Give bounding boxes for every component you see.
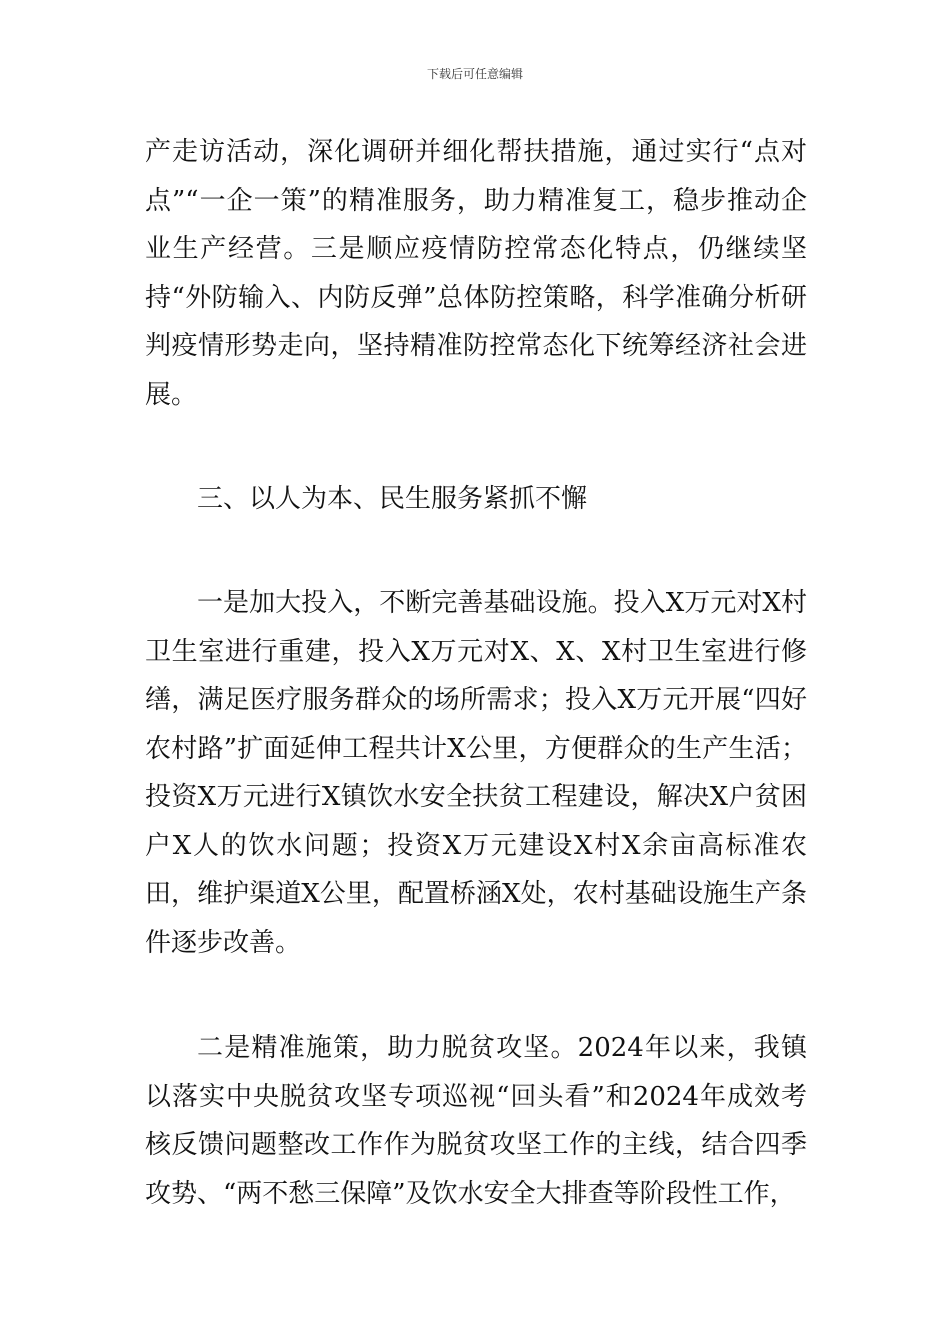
paragraph-infrastructure xyxy=(145,579,807,967)
paragraph-poverty-alleviation xyxy=(145,1024,807,1218)
paragraph-text: 一是加大投入，不断完善基础设施。投入X万元对X村卫生室进行重建，投入X万元对X、X、X村卫生室进行修缮，满足医疗服务群众的场所需求；投入X万元开展“四好农村路”扩面延伸工程共计X公里，方便群众的生产生活；投资X万元进行X镇饮水安全扶贫工程建设，解决X户贫困户X人的饮水问题；投资X万元建设X村X余亩高标准农田，维护渠道X公里，配置桥涵X处，农村基础设施生产条件逐步改善。 xyxy=(145,588,807,958)
paragraph-continued xyxy=(145,128,807,419)
section-heading-text: 三、以人为本、民生服务紧抓不懈 xyxy=(197,484,588,514)
paragraph-text: 产走访活动，深化调研并细化帮扶措施，通过实行“点对点”“一企一策”的精准服务，助力精准复工，稳步推动企业生产经营。三是顺应疫情防控常态化特点，仍继续坚持“外防输入、内防反弹”总体防控策略，科学准确分析研判疫情形势走向，坚持精准防控常态化下统筹经济社会进展。 xyxy=(145,137,807,410)
paragraph-text: 二是精准施策，助力脱贫攻坚。2024年以来，我镇以落实中央脱贫攻坚专项巡视“回头看”和2024年成效考核反馈问题整改工作作为脱贫攻坚工作的主线，结合四季攻势、“两不愁三保障”及饮水安全大排查等阶段性工作， xyxy=(145,1033,807,1209)
section-heading xyxy=(145,475,807,524)
page-header: 下载后可任意编辑 xyxy=(426,67,523,81)
